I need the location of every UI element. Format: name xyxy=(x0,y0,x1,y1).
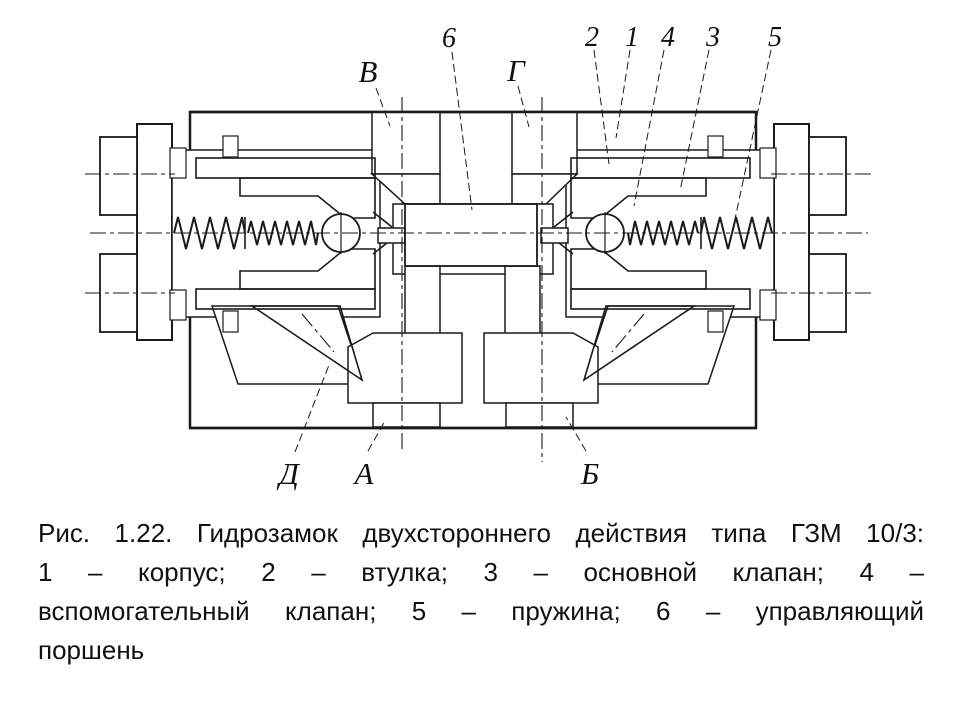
label-part-4: 4 xyxy=(661,22,675,53)
seal xyxy=(170,290,186,320)
label-part-5: 5 xyxy=(768,22,782,53)
label-port-d: Д xyxy=(279,456,299,491)
left-end-cap xyxy=(137,124,172,340)
label-port-a: А xyxy=(354,456,374,491)
figure-caption xyxy=(38,514,924,670)
control-piston xyxy=(405,204,537,266)
label-port-g: Г xyxy=(507,53,525,88)
left-push-rod xyxy=(378,228,405,243)
right-pipe-stubs xyxy=(809,137,846,332)
leader-part-2 xyxy=(594,50,609,164)
label-port-b: Б xyxy=(580,456,600,491)
leader-part-6 xyxy=(452,52,472,210)
port-v-channel xyxy=(372,112,440,204)
label-port-v: В xyxy=(358,54,378,89)
label-part-1: 1 xyxy=(625,22,639,53)
left-pipe-stubs xyxy=(100,137,137,332)
label-part-6: 6 xyxy=(442,23,456,54)
caption-line-4: поршень xyxy=(38,635,145,665)
seal xyxy=(223,136,238,157)
leader-part-1 xyxy=(616,50,630,138)
bores-and-channels xyxy=(172,112,774,427)
seal xyxy=(708,311,723,332)
label-part-3: 3 xyxy=(706,22,720,53)
seal xyxy=(708,136,723,157)
label-part-2: 2 xyxy=(585,22,599,53)
seal xyxy=(760,290,776,320)
caption-line-2: 1 – корпус; 2 – втулка; 3 – основной клапан; 4 – xyxy=(38,557,924,587)
caption-line-3: вспомогательный клапан; 5 – пружина; 6 – управляющий xyxy=(38,596,924,626)
caption-line-1: Рис. 1.22. Гидрозамок двухстороннего действия типа ГЗМ 10/3: xyxy=(38,518,924,548)
seal xyxy=(223,311,238,332)
right-push-rod xyxy=(541,228,568,243)
port-a xyxy=(348,333,462,427)
right-end-cap xyxy=(774,124,809,340)
port-b xyxy=(484,333,598,427)
